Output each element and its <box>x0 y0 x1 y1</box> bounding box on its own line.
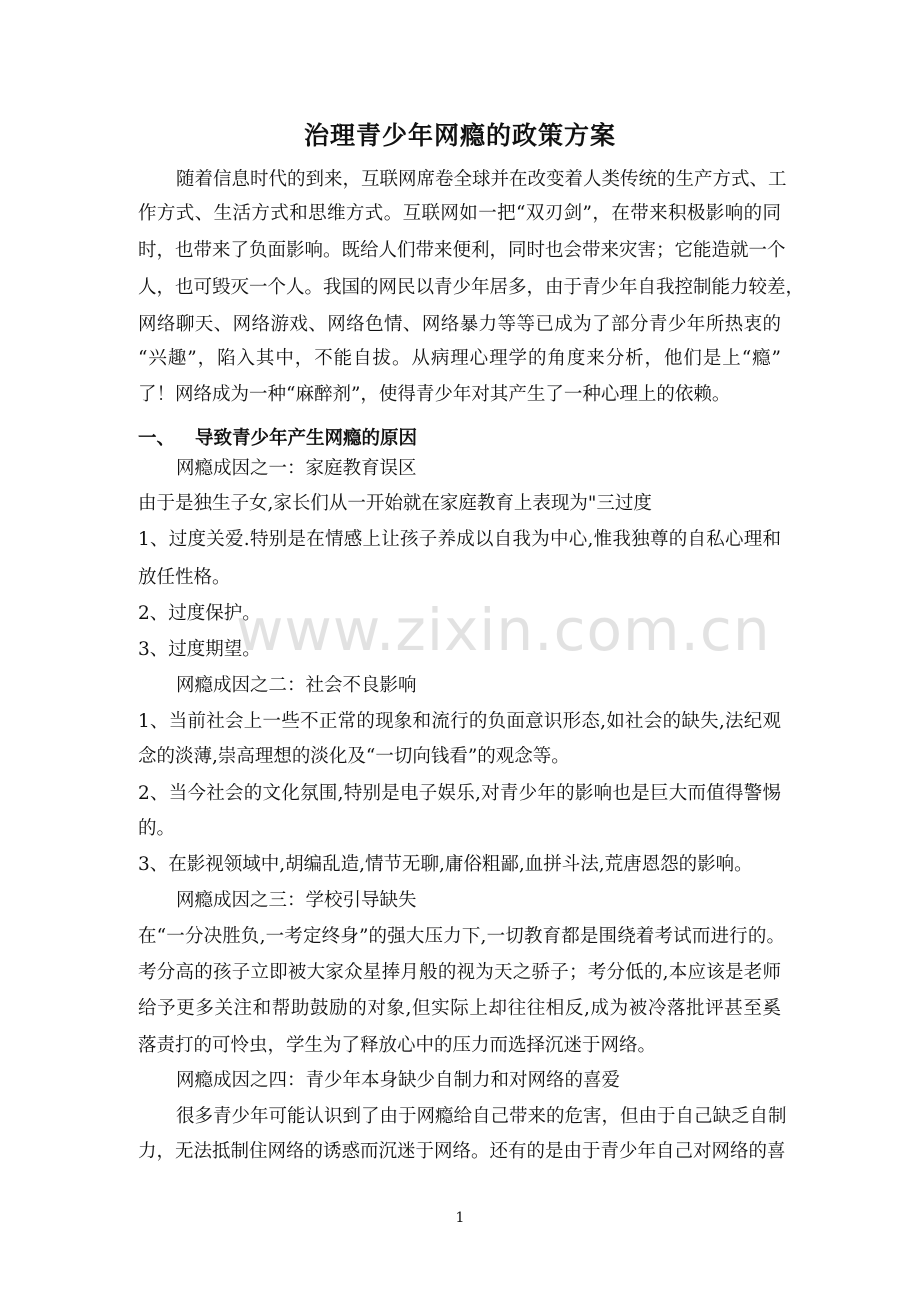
intro-line: 了！网络成为一种“麻醉剂”，使得青少年对其产生了一种心理上的依赖。 <box>138 384 731 405</box>
list-item: 2、当今社会的文化氛围,特别是电子娱乐,对青少年的影响也是巨大而值得警惕 <box>138 783 781 804</box>
cause-heading: 网瘾成因之二：社会不良影响 <box>176 675 417 696</box>
intro-line: 网络聊天、网络游戏、网络色情、网络暴力等等已成为了部分青少年所热衷的 <box>138 314 781 335</box>
intro-line: 时，也带来了负面影响。既给人们带来便利，同时也会带来灾害；它能造就一个 <box>138 240 786 261</box>
paragraph-line: 考分高的孩子立即被大家众星捧月般的视为天之骄子；考分低的,本应该是老师 <box>138 962 781 983</box>
intro-line: 人，也可毁灭一个人。我国的网民以青少年居多，由于青少年自我控制能力较差， <box>138 277 805 298</box>
list-item: 放任性格。 <box>138 567 231 588</box>
list-item: 3、过度期望。 <box>138 639 261 660</box>
document-title: 治理青少年网瘾的政策方案 <box>303 121 616 150</box>
intro-line: “兴趣”，陷入其中，不能自拔。从病理心理学的角度来分析，他们是上“瘾” <box>138 348 781 369</box>
intro-line: 随着信息时代的到来，互联网席卷全球并在改变着人类传统的生产方式、工 <box>176 169 787 190</box>
cause-heading: 网瘾成因之一：家庭教育误区 <box>176 458 417 479</box>
cause-heading: 网瘾成因之四：青少年本身缺少自制力和对网络的喜爱 <box>176 1070 621 1091</box>
list-item: 3、在影视领域中,胡编乱造,情节无聊,庸俗粗鄙,血拼斗法,荒唐恩怨的影响。 <box>138 854 753 875</box>
list-item: 2、过度保护。 <box>138 603 261 624</box>
page-number: 1 <box>455 1210 465 1226</box>
paragraph-line: 落责打的可怜虫，学生为了释放心中的压力而选择沉迷于网络。 <box>138 1035 657 1056</box>
intro-line: 作方式、生活方式和思维方式。互联网如一把“双刃剑”，在带来积极影响的同 <box>138 203 781 224</box>
list-item: 1、当前社会上一些不正常的现象和流行的负面意识形态,如社会的缺失,法纪观 <box>138 711 781 732</box>
paragraph-line: 给予更多关注和帮助鼓励的对象,但实际上却往往相反,成为被冷落批评甚至奚 <box>138 998 781 1019</box>
list-item: 念的淡薄,崇高理想的淡化及“一切向钱看”的观念等。 <box>138 746 570 767</box>
paragraph-line: 很多青少年可能认识到了由于网瘾给自己带来的危害，但由于自己缺乏自制 <box>176 1106 787 1127</box>
cause-heading: 网瘾成因之三：学校引导缺失 <box>176 890 417 911</box>
cause-lead: 由于是独生子女,家长们从一开始就在家庭教育上表现为"三过度 <box>138 493 652 514</box>
list-item: 1、过度关爱.特别是在情感上让孩子养成以自我为中心,惟我独尊的自私心理和 <box>138 529 781 550</box>
paragraph-line: 在“一分决胜负,一考定终身”的强大压力下,一切教育都是围绕着考试而进行的。 <box>138 926 785 947</box>
paragraph-line: 力，无法抵制住网络的诱惑而沉迷于网络。还有的是由于青少年自己对网络的喜 <box>138 1141 786 1162</box>
section-heading-text: 导致青少年产生网瘾的原因 <box>195 428 418 449</box>
section-number: 一、 <box>138 428 176 449</box>
watermark: www.zixin.com.cn <box>236 596 771 664</box>
list-item: 的。 <box>138 818 176 839</box>
